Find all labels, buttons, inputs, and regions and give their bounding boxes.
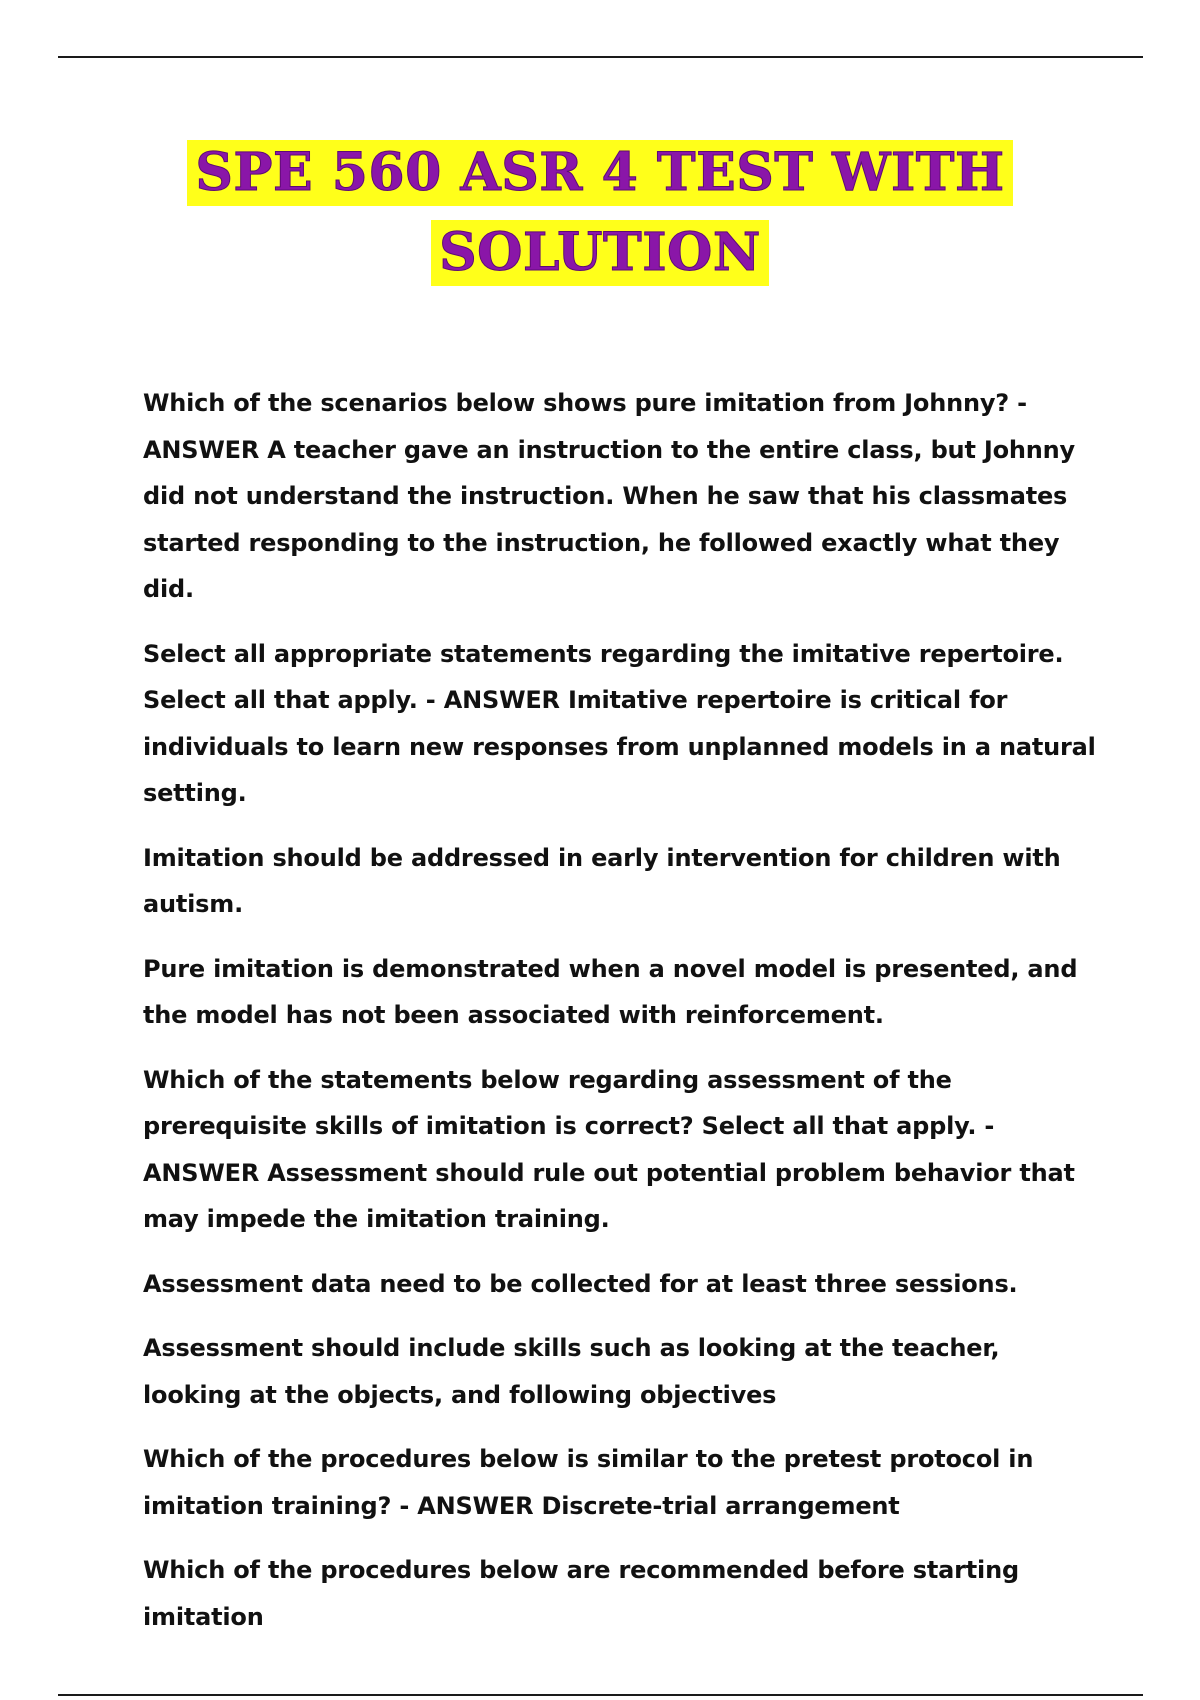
paragraph-answer-2b: Imitation should be addressed in early intervention for children with autism. — [143, 843, 1061, 918]
document-title — [0, 140, 1200, 300]
paragraph-question-1: Which of the scenarios below shows pure imitation from Johnny? - ANSWER A teacher gave an instruction to the entire class, but Johnny did not understand the instruction. When he saw that his classmates started responding to the instruction, he followed exactly what they did. — [143, 389, 1075, 603]
paragraph-question-3: Which of the statements below regarding assessment of the prerequisite skills of imitation is correct? Select all that apply. - ANSWER Assessment should rule out potential problem behavior that may impede the imitation training. — [143, 1065, 1075, 1233]
paragraph-question-4: Which of the procedures below is similar to the pretest protocol in imitation training? - ANSWER Discrete-trial arrangement — [143, 1445, 1034, 1520]
bottom-divider — [58, 1694, 1143, 1696]
paragraph-question-5: Which of the procedures below are recommended before starting imitation — [143, 1556, 1019, 1631]
paragraph-answer-2c: Pure imitation is demonstrated when a novel model is presented, and the model has not been associated with reinforcement. — [143, 954, 1078, 1029]
paragraph-answer-3b: Assessment data need to be collected for at least three sessions. — [143, 1269, 1018, 1298]
top-divider — [58, 56, 1143, 58]
paragraph-question-2: Select all appropriate statements regarding the imitative repertoire. Select all that apply. - ANSWER Imitative repertoire is critical for individuals to learn new responses from unplanned models in a natural setting. — [143, 639, 1096, 807]
document-body — [143, 380, 1103, 1658]
title-line-2: SOLUTION — [431, 220, 769, 286]
title-line-1: SPE 560 ASR 4 TEST WITH — [187, 140, 1012, 206]
paragraph-answer-3c: Assessment should include skills such as looking at the teacher, looking at the objects, and following objectives — [143, 1334, 1000, 1409]
